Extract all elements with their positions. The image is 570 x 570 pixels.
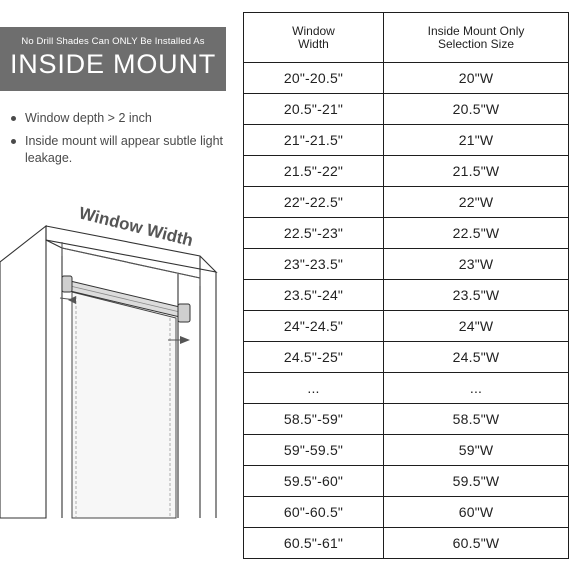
- header-window-width: [244, 13, 384, 63]
- header-selection-size-text: Inside Mount Only Selection Size: [427, 23, 525, 51]
- header-selection-size: [384, 13, 569, 63]
- window-width-cell: 60"-60.5": [244, 497, 384, 528]
- window-width-cell: 60.5"-61": [244, 528, 384, 559]
- table-row: [244, 466, 569, 497]
- selection-size-cell: 23.5"W: [384, 280, 569, 311]
- window-illustration: [0, 200, 240, 530]
- table-row: [244, 125, 569, 156]
- window-width-cell: 23"-23.5": [244, 249, 384, 280]
- table-row: [244, 404, 569, 435]
- selection-size-cell: 24"W: [384, 311, 569, 342]
- rod-end-cap-left: [62, 276, 72, 292]
- selection-size-cell: 23"W: [384, 249, 569, 280]
- table-row: [244, 311, 569, 342]
- size-table-container: [243, 12, 568, 559]
- table-row: [244, 249, 569, 280]
- table-row: [244, 435, 569, 466]
- table-row: [244, 94, 569, 125]
- window-width-cell: 20.5"-21": [244, 94, 384, 125]
- selection-size-cell: 20"W: [384, 63, 569, 94]
- table-row: [244, 497, 569, 528]
- selection-size-cell: 21"W: [384, 125, 569, 156]
- selection-size-cell: 21.5"W: [384, 156, 569, 187]
- window-width-cell: 24.5"-25": [244, 342, 384, 373]
- window-width-cell: 24"-24.5": [244, 311, 384, 342]
- selection-size-cell: 22.5"W: [384, 218, 569, 249]
- selection-size-cell: 59.5"W: [384, 466, 569, 497]
- banner-title: INSIDE MOUNT: [9, 49, 217, 79]
- window-width-cell: ...: [244, 373, 384, 404]
- selection-size-cell: 58.5"W: [384, 404, 569, 435]
- table-row: [244, 63, 569, 94]
- selection-size-cell: 59"W: [384, 435, 569, 466]
- window-width-cell: 22.5"-23": [244, 218, 384, 249]
- table-row: [244, 342, 569, 373]
- window-width-cell: 21"-21.5": [244, 125, 384, 156]
- shade-fabric: [72, 292, 176, 518]
- requirements-list: [10, 110, 230, 173]
- banner-subtitle: No Drill Shades Can ONLY Be Installed As: [21, 36, 205, 47]
- rod-end-cap-right: [178, 304, 190, 322]
- selection-size-cell: 60"W: [384, 497, 569, 528]
- selection-size-cell: 60.5"W: [384, 528, 569, 559]
- selection-size-cell: 22"W: [384, 187, 569, 218]
- window-width-cell: 58.5"-59": [244, 404, 384, 435]
- window-width-cell: 23.5"-24": [244, 280, 384, 311]
- table-row: [244, 280, 569, 311]
- frame-left-wall: [0, 226, 46, 518]
- window-width-cell: 22"-22.5": [244, 187, 384, 218]
- table-row: [244, 218, 569, 249]
- window-width-label: Window Width: [77, 203, 195, 251]
- selection-size-cell: 24.5"W: [384, 342, 569, 373]
- window-width-cell: 59.5"-60": [244, 466, 384, 497]
- bullet-window-depth: Window depth > 2 inch: [10, 110, 230, 127]
- bullet-light-leakage: Inside mount will appear subtle light leakage.: [10, 133, 230, 167]
- selection-size-cell: ...: [384, 373, 569, 404]
- inside-mount-banner: [0, 27, 226, 91]
- selection-size-cell: 20.5"W: [384, 94, 569, 125]
- window-width-cell: 21.5"-22": [244, 156, 384, 187]
- table-row: [244, 373, 569, 404]
- table-row: [244, 187, 569, 218]
- window-width-cell: 59"-59.5": [244, 435, 384, 466]
- table-row: [244, 156, 569, 187]
- table-header-row: [244, 13, 569, 63]
- window-width-cell: 20"-20.5": [244, 63, 384, 94]
- size-table: [243, 12, 569, 559]
- table-row: [244, 528, 569, 559]
- header-window-width-text: Window Width: [292, 23, 335, 51]
